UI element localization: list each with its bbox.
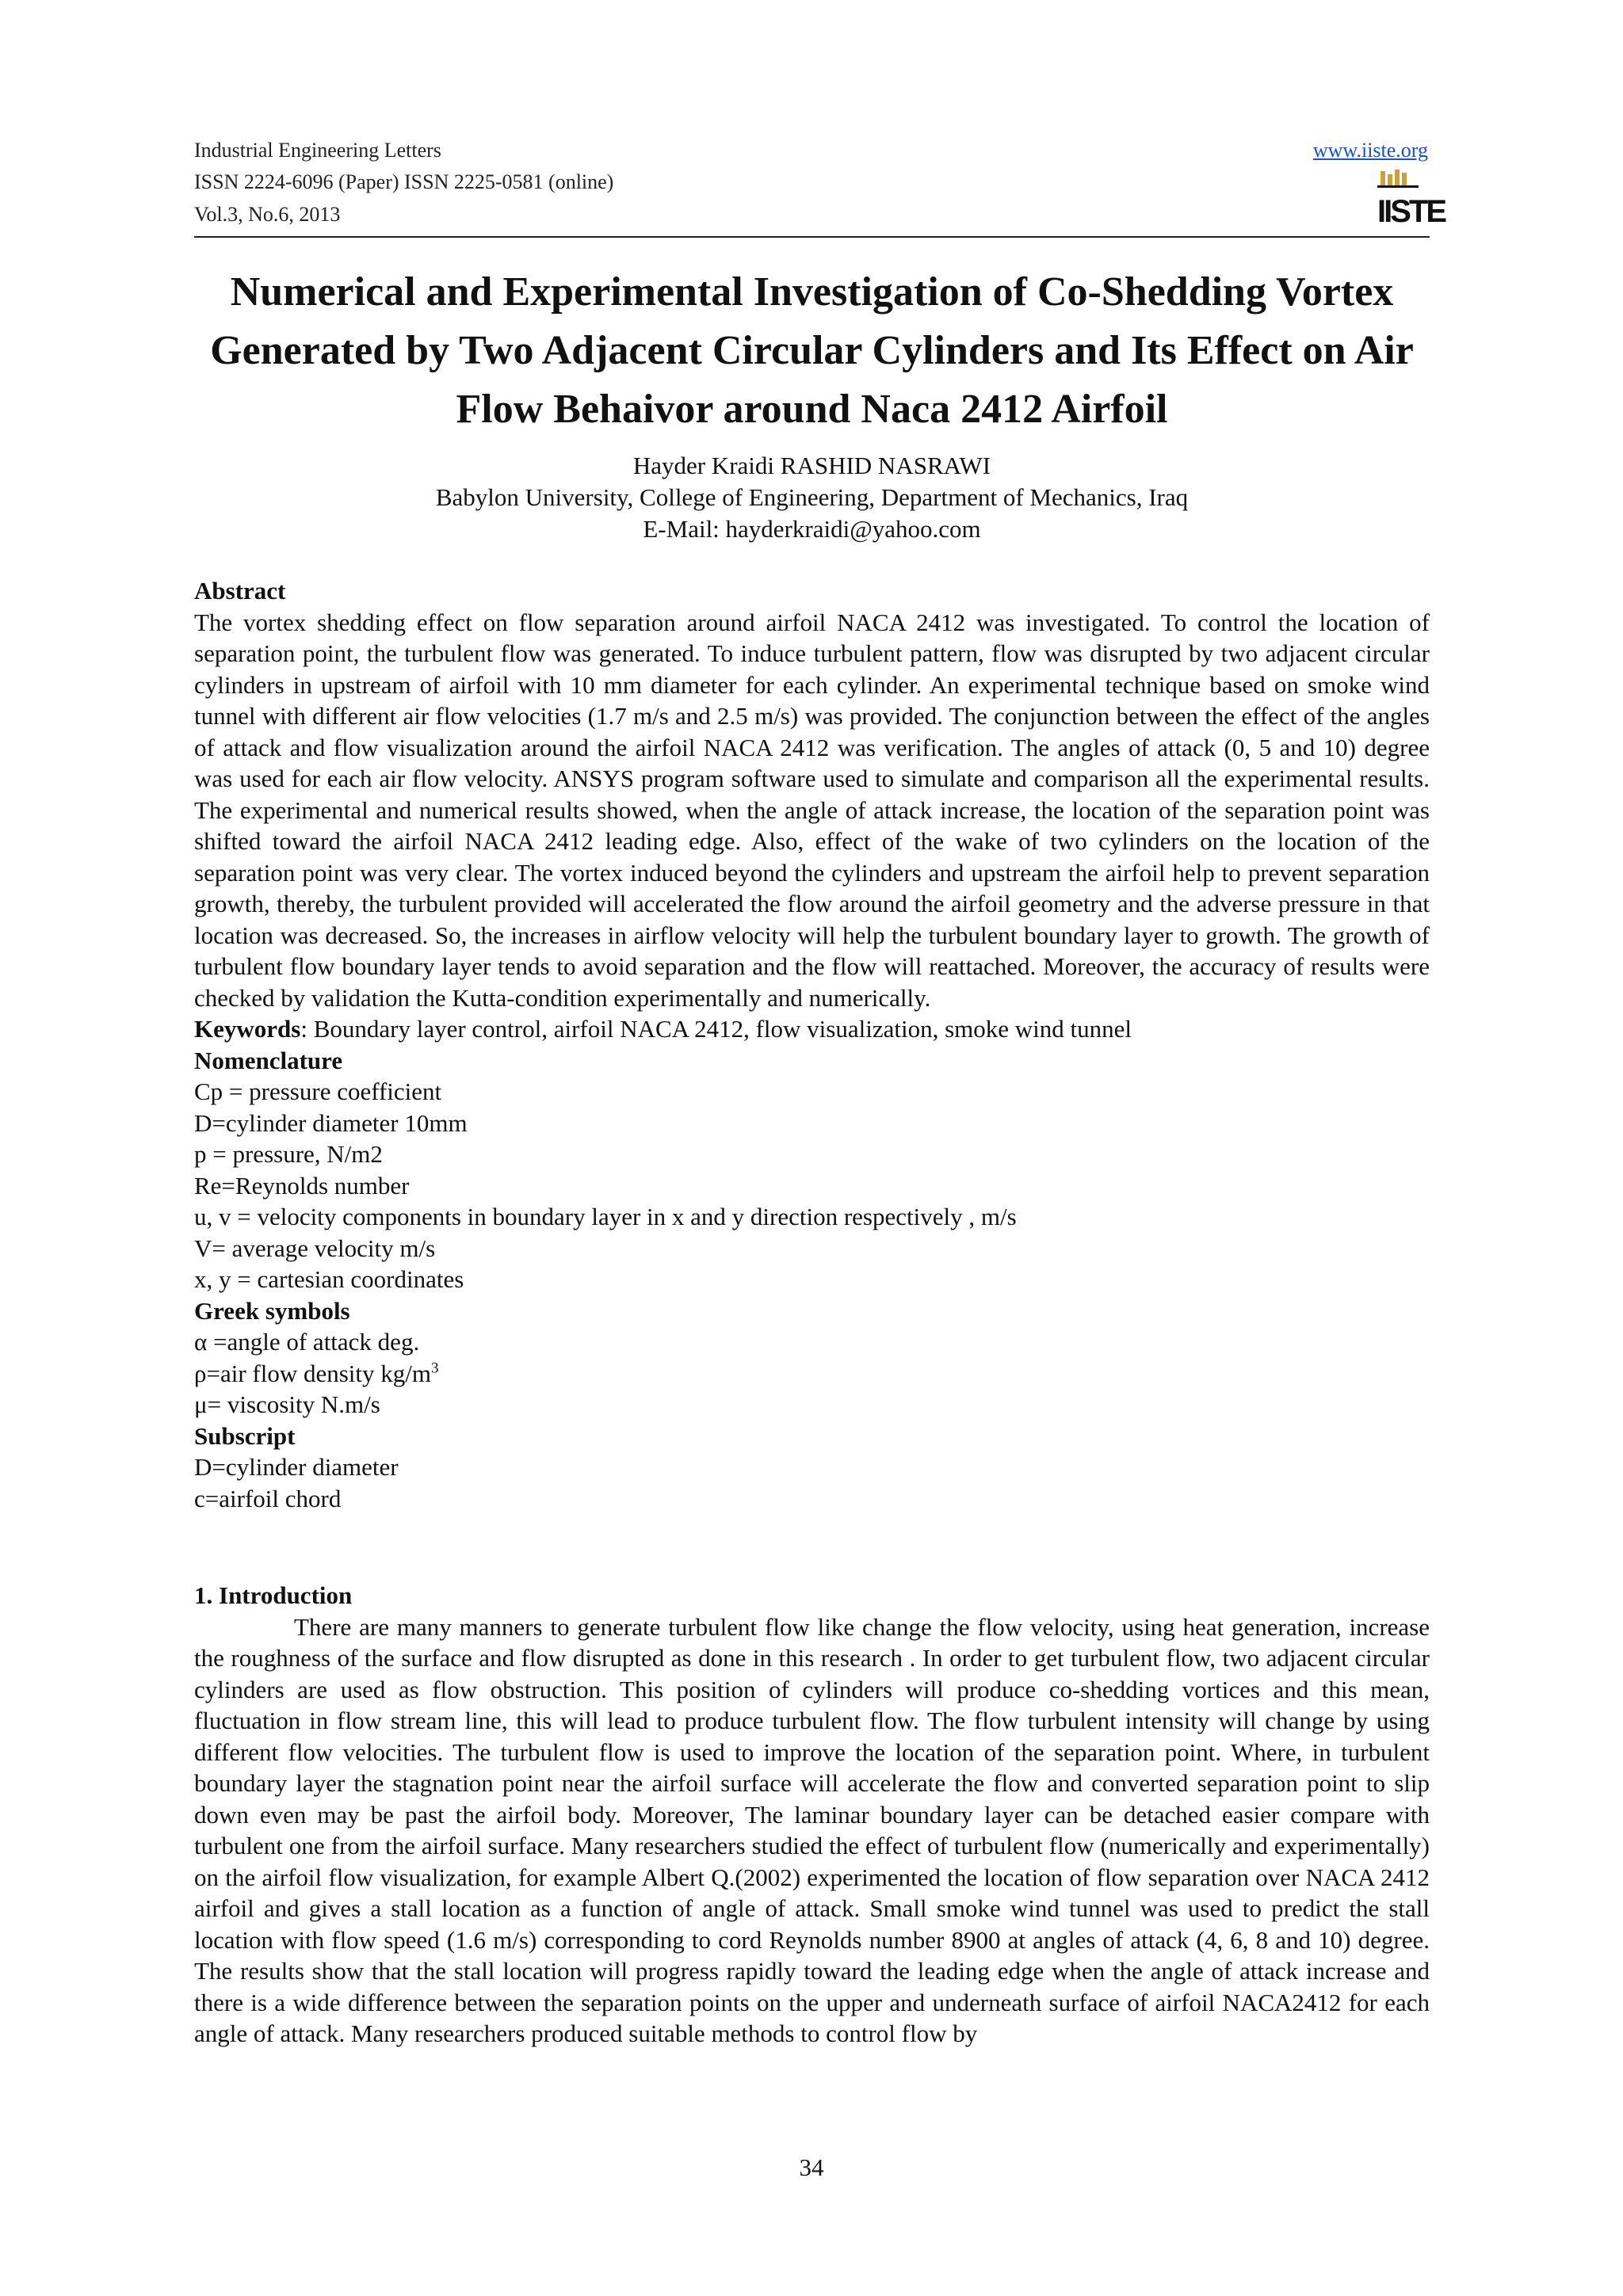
author-block (194, 450, 1430, 545)
greek-rho-sup: 3 (431, 1360, 439, 1377)
iiste-logo (1377, 170, 1445, 229)
greek-rho-text: ρ=air flow density kg/m (194, 1359, 431, 1387)
page-number: 34 (799, 2153, 824, 2181)
logo-text: IISTE (1377, 194, 1445, 229)
author-name: Hayder Kraidi RASHID NASRAWI (632, 452, 991, 479)
introduction-heading: 1. Introduction (194, 1581, 353, 1609)
paper-title: Numerical and Experimental Investigation of Co-Shedding Vortex Generated by Two Adjacent Circular Cylinders and Its Effect on Air Flow Behaivor around Naca 2412 Airfoil (210, 269, 1414, 432)
author-email: E-Mail: hayderkraidi@yahoo.com (643, 515, 981, 543)
nomenclature-item: u, v = velocity components in boundary layer in x and y direction respectively , m/s (194, 1203, 1017, 1230)
abstract-text: The vortex shedding effect on flow separation around airfoil NACA 2412 was investigated. To control the location of separation point, the turbulent flow was generated. To induce turbulent pattern, flow was disrupted by two adjacent circular cylinders in upstream of airfoil with 10 mm diameter for each cylinder. An experimental technique based on smoke wind tunnel with different air flow velocities (1.7 m/s and 2.5 m/s) was provided. The conjunction between the effect of the angles of attack and flow visualization around the airfoil NACA 2412 was verification. The angles of attack (0, 5 and 10) degree was used for each air flow velocity. ANSYS program software used to simulate and comparison all the experimental results. The experimental and numerical results showed, when the angle of attack increase, the location of the separation point was shifted toward the airfoil NACA 2412 leading edge. Also, effect of the wake of two cylinders on the location of the separation point was very clear. The vortex induced beyond the cylinders and upstream the airfoil help to prevent separation growth, thereby, the turbulent provided will accelerated the flow around the airfoil geometry and the adverse pressure in that location was decreased. So, the increases in airflow velocity will help the turbulent boundary layer to growth. The growth of turbulent flow boundary layer tends to avoid separation and the flow will reattached. Moreover, the accuracy of results were checked by validation the Kutta-condition experimentally and numerically. (194, 608, 1430, 1012)
introduction-section (194, 1580, 1430, 2050)
nomenclature-list (194, 1076, 1430, 1295)
keywords-text: : Boundary layer control, airfoil NACA 2412, flow visualization, smoke wind tunnel (300, 1015, 1132, 1043)
nomenclature-item: p = pressure, N/m2 (194, 1140, 383, 1168)
nomenclature-heading: Nomenclature (194, 1046, 343, 1074)
greek-heading: Greek symbols (194, 1296, 350, 1325)
author-affiliation: Babylon University, College of Engineering, Department of Mechanics, Iraq (435, 483, 1189, 511)
journal-name: Industrial Engineering Letters (194, 139, 441, 162)
journal-volume: Vol.3, No.6, 2013 (194, 203, 341, 226)
nomenclature-item: V= average velocity m/s (194, 1234, 436, 1262)
nomenclature-item: D=cylinder diameter 10mm (194, 1108, 468, 1137)
subscript-item: D=cylinder diameter (194, 1453, 399, 1481)
journal-url-link[interactable]: www.iiste.org (1312, 139, 1428, 162)
subscript-item: c=airfoil chord (194, 1484, 342, 1512)
keywords-label: Keywords (194, 1015, 301, 1043)
abstract-heading: Abstract (194, 577, 286, 605)
header-rule (194, 236, 1430, 238)
greek-item-mu: μ= viscosity N.m/s (194, 1390, 380, 1418)
journal-issn: ISSN 2224-6096 (Paper) ISSN 2225-0581 (online) (194, 170, 614, 193)
subscript-heading: Subscript (194, 1421, 296, 1450)
nomenclature-item: x, y = cartesian coordinates (194, 1265, 464, 1293)
front-matter (194, 575, 1430, 1514)
greek-item-alpha: α =angle of attack deg. (194, 1328, 420, 1356)
keywords-line (194, 1013, 1430, 1045)
introduction-text: There are many manners to generate turbulent flow like change the flow velocity, using heat generation, increase the roughness of the surface and flow disrupted as done in this research . In order to get turbulent flow, two adjacent circular cylinders are used as flow obstruction. This position of cylinders will produce co-shedding vortices and this mean, fluctuation in flow stream line, this will lead to produce turbulent flow. The flow turbulent intensity will change by using different flow velocities. The turbulent flow is used to improve the location of the separation point. Where, in turbulent boundary layer the stagnation point near the airfoil surface will accelerate the flow and converted separation point to slip down even may be past the airfoil body. Moreover, The laminar boundary layer can be detached easier compare with turbulent one from the airfoil surface. Many researchers studied the effect of turbulent flow (numerically and experimentally) on the airfoil flow visualization, for example Albert Q.(2002) experimented the location of flow separation over NACA 2412 airfoil and gives a stall location as a function of angle of attack. Small smoke wind tunnel was used to predict the stall location with flow speed (1.6 m/s) corresponding to cord Reynolds number 8900 at angles of attack (4, 6, 8 and 10) degree. The results show that the stall location will progress rapidly toward the leading edge when the angle of attack increase and there is a wide difference between the separation points on the upper and underneath surface of airfoil NACA2412 for each angle of attack. Many researchers produced suitable methods to control flow by (194, 1612, 1430, 2047)
greek-item-rho (194, 1358, 1430, 1390)
subscript-list (194, 1451, 1430, 1514)
greek-list (194, 1326, 1430, 1421)
nomenclature-item: Cp = pressure coefficient (194, 1077, 442, 1105)
nomenclature-item: Re=Reynolds number (194, 1171, 410, 1199)
